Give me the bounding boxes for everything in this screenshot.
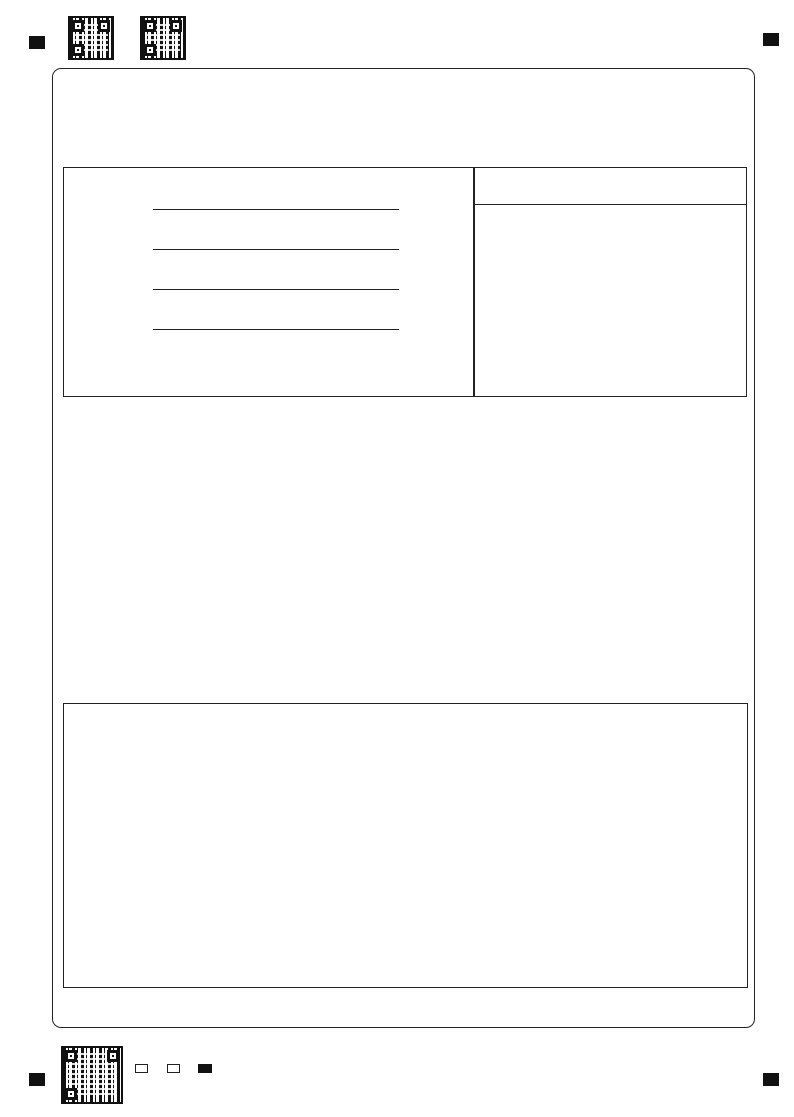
- anchor-mark-top-right: [763, 33, 779, 46]
- footer-check-box-1: [135, 1064, 148, 1073]
- footer-qr-code: [61, 1046, 123, 1104]
- exam-id-title: [474, 168, 746, 205]
- anchor-mark-bottom-right: [763, 1073, 779, 1086]
- name-field[interactable]: [153, 209, 399, 210]
- class-field[interactable]: [153, 249, 399, 250]
- app-qr-code[interactable]: [68, 16, 114, 60]
- anchor-mark-top-left: [29, 36, 45, 49]
- seat-field[interactable]: [153, 329, 399, 330]
- anchor-mark-bottom-left: [29, 1073, 45, 1086]
- footer-filled-mark: [198, 1064, 212, 1073]
- notice-qr-code[interactable]: [140, 16, 186, 60]
- footer-check-box-2: [167, 1064, 180, 1073]
- room-field[interactable]: [153, 289, 399, 290]
- fill-blank-box: [63, 703, 748, 988]
